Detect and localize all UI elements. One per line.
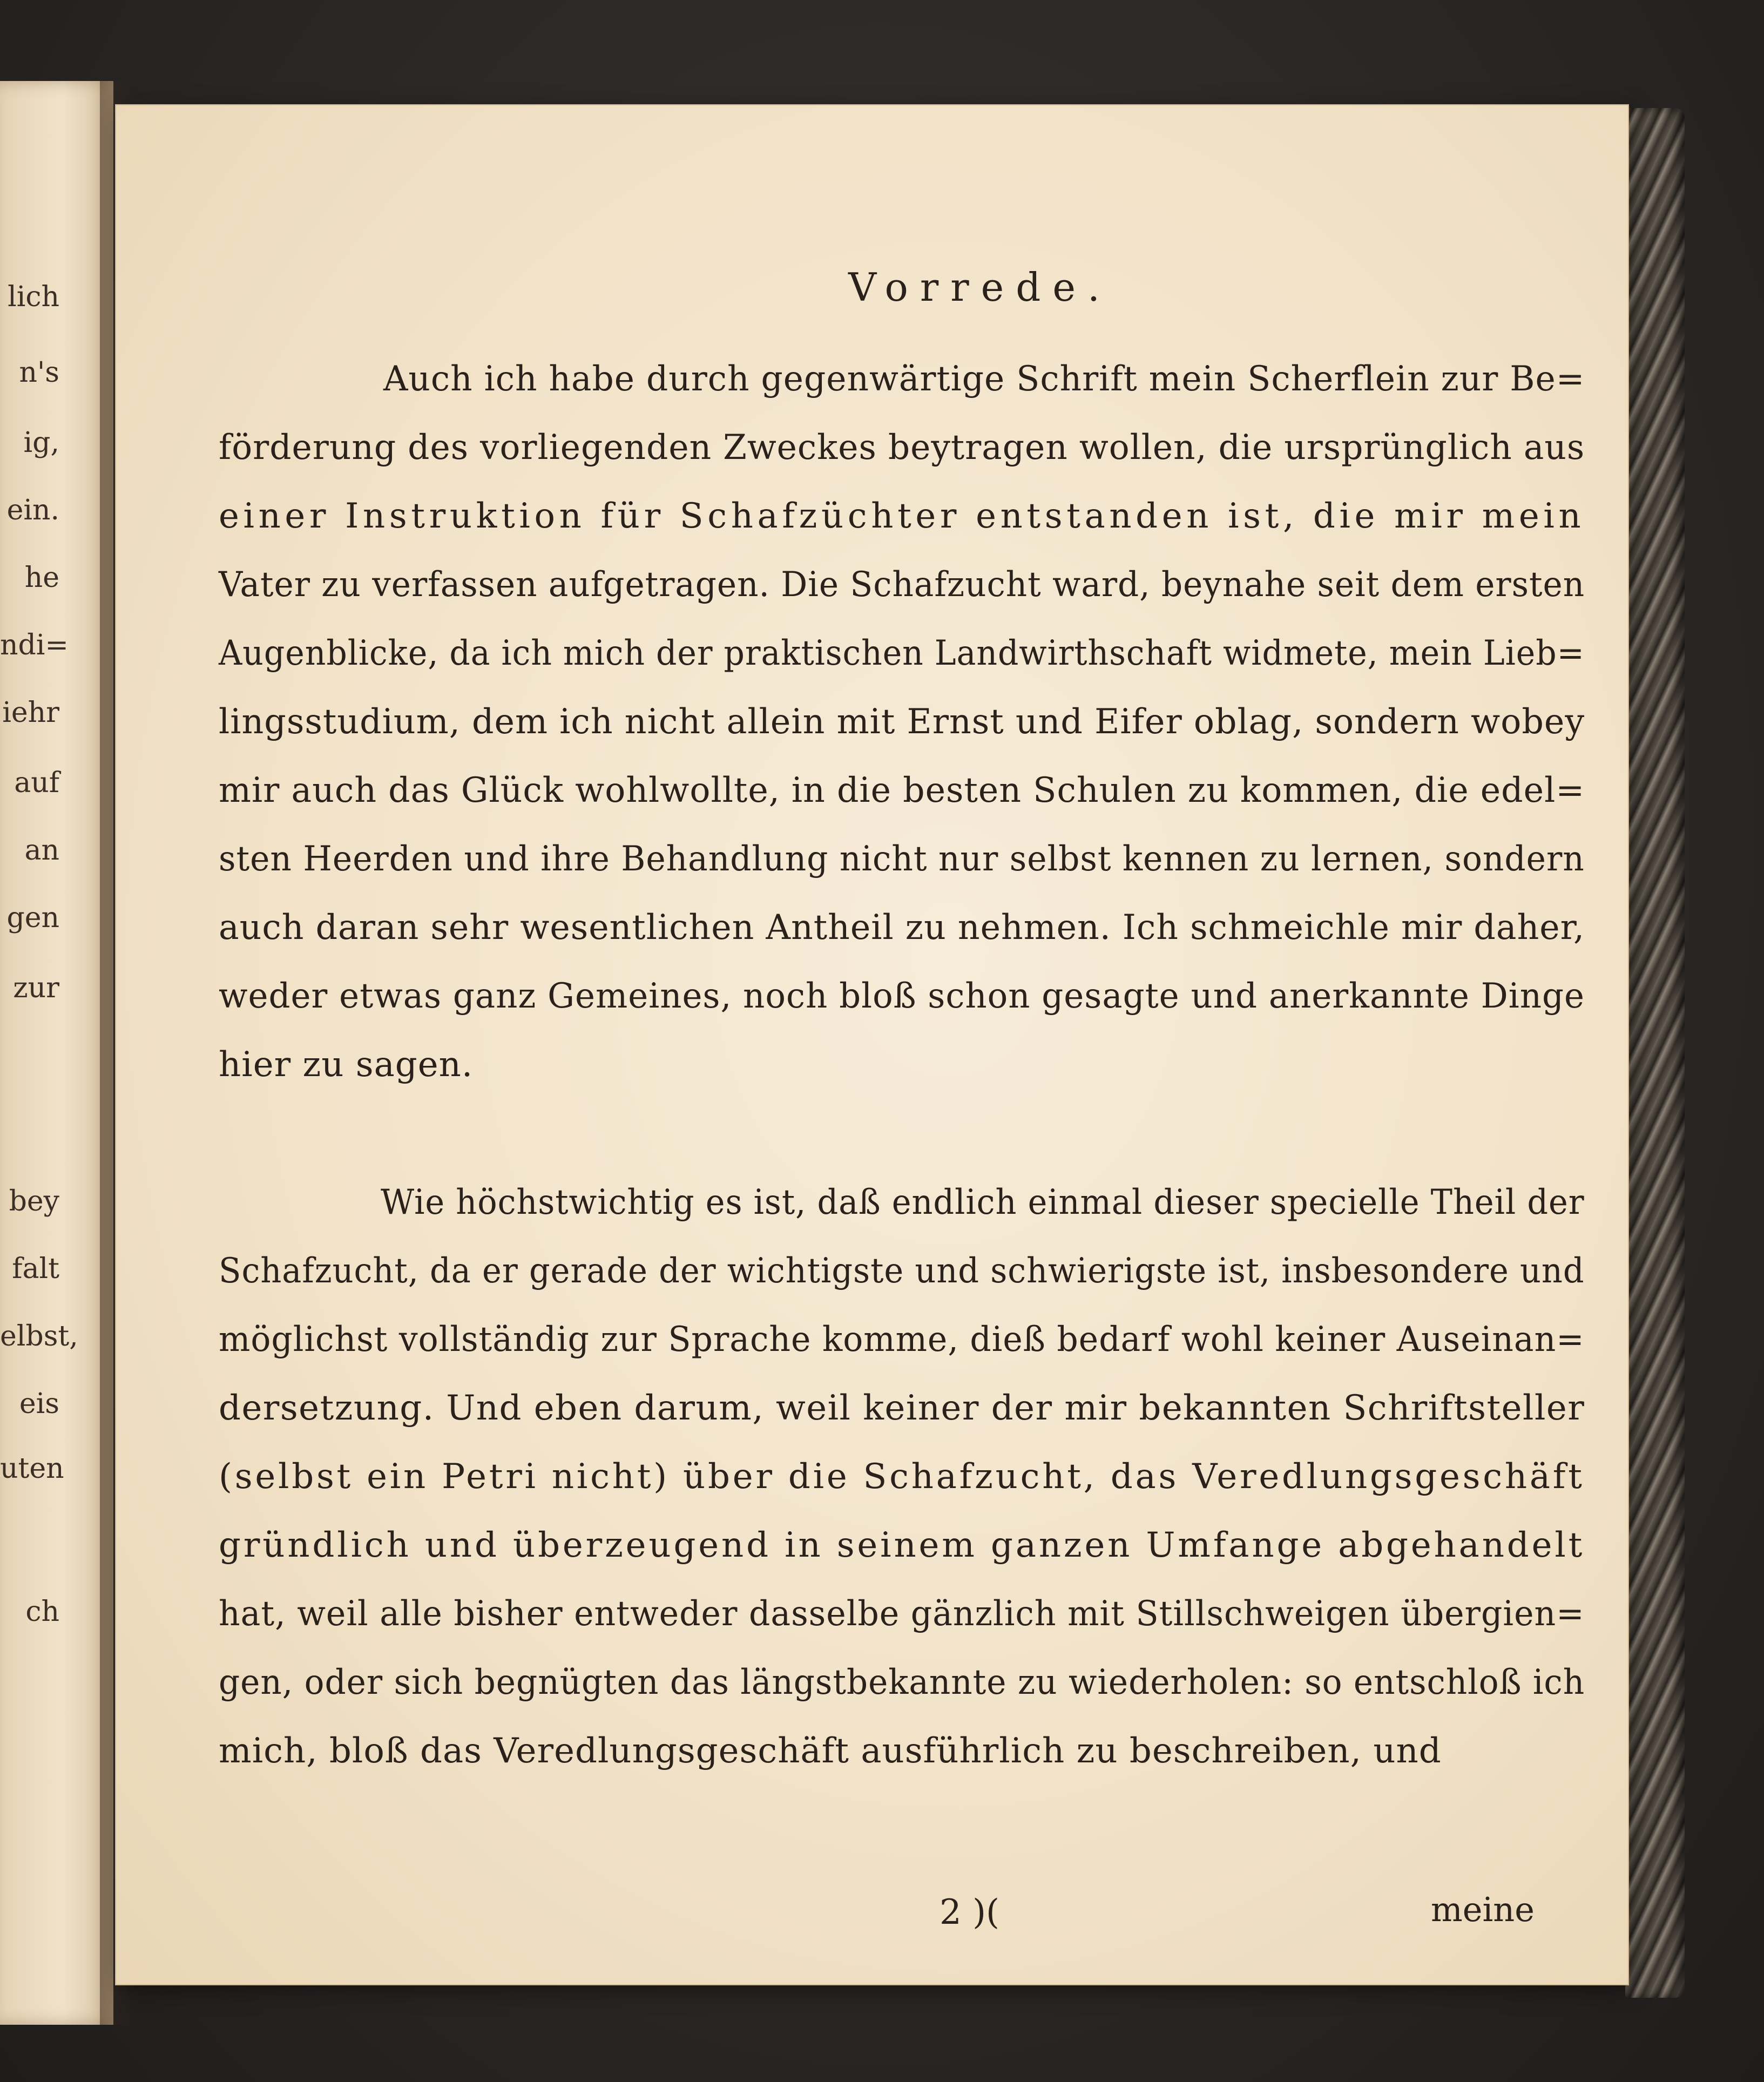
text-line: mich, bloß das Veredlungsgeschäft ausführlich zu beschreiben, und [219, 1731, 1442, 1771]
right-page [116, 105, 1628, 1984]
left-page-fragment: bey [9, 1185, 59, 1218]
text-line: sten Heerden und ihre Behandlung nicht nur selbst kennen zu lernen, sondern [219, 839, 1585, 879]
left-page-fragment: ig, [23, 427, 59, 459]
text-line: Wie höchstwichtig es ist, daß endlich einmal dieser specielle Theil der [381, 1182, 1585, 1222]
catchword: meine [1431, 1890, 1535, 1929]
text-line: weder etwas ganz Gemeines, noch bloß schon gesagte und anerkannte Dinge [219, 976, 1585, 1016]
text-line: mir auch das Glück wohlwollte, in die besten Schulen zu kommen, die edel= [219, 770, 1585, 810]
signature-mark: 2 )( [940, 1892, 999, 1932]
left-page-fragment: eis [19, 1388, 59, 1420]
text-line: hat, weil alle bisher entweder dasselbe gänzlich mit Stillschweigen übergien= [219, 1594, 1585, 1634]
left-page-fragment: auf [14, 767, 59, 799]
left-page [0, 81, 113, 2025]
left-page-fragment: uten [0, 1452, 64, 1485]
left-page-fragment: gen [6, 902, 59, 934]
text-line: gründlich und überzeugend in seinem ganzen Umfange abgehandelt [219, 1525, 1585, 1565]
left-page-fragment: elbst, [0, 1320, 78, 1353]
text-line: einer Instruktion für Schafzüchter entstanden ist, die mir mein [219, 496, 1585, 536]
text-line: hier zu sagen. [219, 1045, 474, 1085]
text-line: gen, oder sich begnügten das längstbekannte zu wiederholen: so entschloß ich [219, 1662, 1585, 1702]
text-line: Vater zu verfassen aufgetragen. Die Schafzucht ward, beynahe seit dem ersten [219, 565, 1585, 605]
left-page-fragment: lich [8, 281, 59, 313]
left-page-fragment: he [24, 562, 59, 594]
text-line: Auch ich habe durch gegenwärtige Schrift mein Scherflein zur Be= [383, 359, 1585, 399]
text-line: Augenblicke, da ich mich der praktischen Landwirthschaft widmete, mein Lieb= [219, 633, 1585, 673]
left-page-fragment: n's [19, 356, 59, 389]
page-heading: Vorrede. [848, 265, 1112, 310]
text-line: Schafzucht, da er gerade der wichtigste und schwierigste ist, insbesondere und [219, 1251, 1585, 1291]
left-page-fragment: ch [25, 1596, 59, 1628]
left-page-fragment: ndi= [0, 629, 69, 661]
left-page-fragment: falt [12, 1253, 59, 1285]
left-page-fragment: an [24, 834, 59, 867]
text-line: lingsstudium, dem ich nicht allein mit Ernst und Eifer oblag, sondern wobey [219, 702, 1585, 742]
text-line: dersetzung. Und eben darum, weil keiner der mir bekannten Schriftsteller [219, 1388, 1585, 1428]
left-page-fragment: ein. [6, 494, 59, 526]
left-page-fragment: iehr [2, 697, 59, 729]
text-line: auch daran sehr wesentlichen Antheil zu nehmen. Ich schmeichle mir daher, [219, 908, 1585, 948]
marbled-cover-edge [1625, 108, 1685, 1998]
left-page-fragment: zur [13, 972, 59, 1004]
text-line: förderung des vorliegenden Zweckes beytragen wollen, die ursprünglich aus [219, 428, 1585, 468]
text-line: (selbst ein Petri nicht) über die Schafzucht, das Veredlungsgeschäft [219, 1457, 1585, 1497]
text-line: möglichst vollständig zur Sprache komme, dieß bedarf wohl keiner Auseinan= [219, 1320, 1585, 1360]
